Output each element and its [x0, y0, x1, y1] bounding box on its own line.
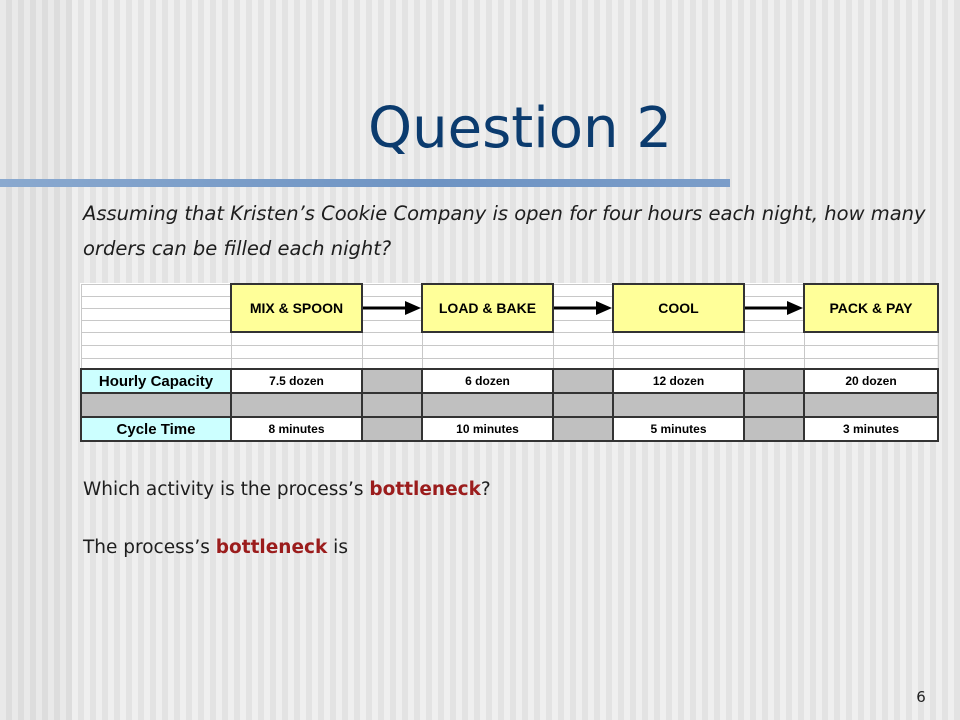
- capacity-value: 6 dozen: [422, 369, 553, 393]
- grid-cell: [744, 359, 804, 370]
- stage-cool: COOL: [613, 284, 744, 332]
- grid-row: [81, 359, 938, 370]
- grid-row: [81, 346, 938, 359]
- arrow-right-icon: [745, 299, 803, 317]
- gray-separator-row: [81, 393, 938, 417]
- separator-cell: [553, 369, 613, 393]
- separator-cell: [362, 369, 422, 393]
- grid-cell: [422, 346, 553, 359]
- capacity-value: 7.5 dozen: [231, 369, 362, 393]
- grid-row: [81, 284, 938, 296]
- grid-cell: [81, 284, 231, 296]
- separator-cell: [362, 393, 422, 417]
- grid-cell: [613, 359, 744, 370]
- page-number: 6: [916, 688, 926, 706]
- separator-cell: [744, 369, 804, 393]
- grid-cell: [422, 332, 553, 346]
- prompt-text: Which activity is the process’s: [83, 479, 370, 500]
- separator-cell: [744, 417, 804, 441]
- row-label-cycle-time: Cycle Time: [81, 417, 231, 441]
- grid-cell: [804, 346, 938, 359]
- bottleneck-answer: [83, 537, 348, 558]
- cycle-time-row: [81, 417, 938, 441]
- arrow-right-icon: [363, 299, 421, 317]
- separator-cell: [553, 393, 613, 417]
- flow-arrow: [553, 296, 613, 320]
- cycle-time-value: 10 minutes: [422, 417, 553, 441]
- grid-cell: [553, 359, 613, 370]
- grid-cell: [804, 332, 938, 346]
- capacity-value: 20 dozen: [804, 369, 938, 393]
- separator-cell: [422, 393, 553, 417]
- process-flow-table: [80, 283, 939, 442]
- grid-cell: [362, 284, 422, 296]
- grid-cell: [81, 359, 231, 370]
- grid-cell: [81, 308, 231, 320]
- grid-cell: [553, 320, 613, 332]
- separator-cell: [744, 393, 804, 417]
- grid-cell: [81, 332, 231, 346]
- grid-cell: [81, 296, 231, 308]
- grid-cell: [553, 284, 613, 296]
- arrow-right-icon: [554, 299, 612, 317]
- grid-row: [81, 332, 938, 346]
- grid-cell: [362, 359, 422, 370]
- grid-cell: [362, 320, 422, 332]
- hourly-capacity-row: [81, 369, 938, 393]
- capacity-value: 12 dozen: [613, 369, 744, 393]
- grid-cell: [231, 332, 362, 346]
- grid-cell: [422, 359, 553, 370]
- grid-cell: [744, 284, 804, 296]
- row-label-hourly-capacity: Hourly Capacity: [81, 369, 231, 393]
- stage-pack-pay: PACK & PAY: [804, 284, 938, 332]
- answer-suffix: is: [327, 537, 348, 558]
- process-table: [80, 283, 937, 437]
- grid-cell: [744, 346, 804, 359]
- grid-cell: [804, 359, 938, 370]
- flow-arrow: [744, 296, 804, 320]
- grid-cell: [231, 346, 362, 359]
- separator-cell: [362, 417, 422, 441]
- stage-mix-spoon: MIX & SPOON: [231, 284, 362, 332]
- grid-cell: [613, 346, 744, 359]
- grid-cell: [553, 332, 613, 346]
- grid-cell: [231, 359, 362, 370]
- separator-cell: [804, 393, 938, 417]
- answer-text: The process’s: [83, 537, 216, 558]
- flow-arrow: [362, 296, 422, 320]
- cycle-time-value: 5 minutes: [613, 417, 744, 441]
- title-underline: [0, 179, 730, 187]
- separator-cell: [231, 393, 362, 417]
- separator-cell: [81, 393, 231, 417]
- separator-cell: [613, 393, 744, 417]
- grid-cell: [553, 346, 613, 359]
- grid-cell: [744, 332, 804, 346]
- grid-cell: [744, 320, 804, 332]
- separator-cell: [553, 417, 613, 441]
- prompt-suffix: ?: [480, 479, 491, 500]
- grid-cell: [81, 346, 231, 359]
- grid-cell: [613, 332, 744, 346]
- grid-cell: [362, 332, 422, 346]
- cycle-time-value: 3 minutes: [804, 417, 938, 441]
- bottleneck-keyword: bottleneck: [215, 537, 328, 558]
- question-text: Assuming that Kristen’s Cookie Company is open for four hours each night, how many orders can be filled each night?: [83, 202, 926, 260]
- stage-load-bake: LOAD & BAKE: [422, 284, 553, 332]
- grid-cell: [81, 320, 231, 332]
- slide-title: Question 2: [368, 96, 672, 161]
- cycle-time-value: 8 minutes: [231, 417, 362, 441]
- bottleneck-question: [83, 479, 491, 500]
- grid-cell: [362, 346, 422, 359]
- bottleneck-keyword: bottleneck: [369, 479, 481, 500]
